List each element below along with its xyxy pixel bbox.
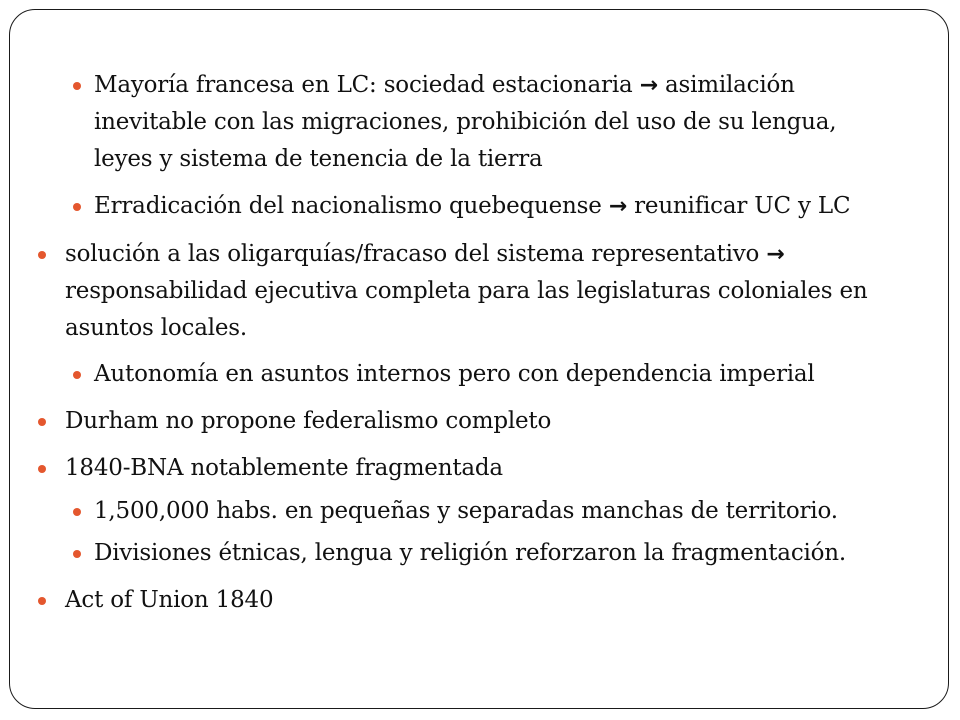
line: Autonomía en asuntos internos pero con dependencia imperial	[94, 361, 815, 387]
bullet-dot	[38, 465, 46, 473]
line: 1,500,000 habs. en pequeñas y separadas manchas de territorio.	[94, 498, 838, 524]
line	[94, 188, 850, 225]
bullet-dot	[73, 82, 81, 90]
line	[65, 236, 867, 273]
bullet-dot	[73, 550, 81, 558]
line: inevitable con las migraciones, prohibición del uso de su lengua,	[94, 109, 837, 135]
bullet-item	[94, 356, 815, 393]
bullet-item	[65, 236, 867, 347]
bullet-item	[94, 67, 836, 178]
line: leyes y sistema de tenencia de la tierra	[94, 146, 543, 172]
arrow-right-icon: →	[608, 194, 627, 219]
bullet-dot	[38, 251, 46, 259]
line: Act of Union 1840	[65, 587, 274, 613]
bullet-item	[65, 403, 551, 440]
bullet-item	[94, 493, 838, 530]
text-fragment: Erradicación del nacionalismo quebequense	[94, 193, 609, 219]
bullet-item	[65, 582, 273, 619]
bullet-item	[65, 450, 503, 487]
bullet-dot	[73, 203, 81, 211]
text-fragment: reunificar UC y LC	[627, 193, 851, 219]
line: responsabilidad ejecutiva completa para las legislaturas coloniales en	[65, 278, 868, 304]
text-fragment: Mayoría francesa en LC: sociedad estacionaria	[94, 72, 640, 98]
line: Durham no propone federalismo completo	[65, 408, 552, 434]
arrow-right-icon: →	[639, 73, 658, 98]
text-fragment: asimilación	[657, 72, 795, 98]
arrow-right-icon: →	[766, 242, 785, 267]
line	[94, 67, 836, 104]
bullet-item	[94, 188, 850, 225]
bullet-dot	[73, 508, 81, 516]
line: asuntos locales.	[65, 315, 248, 341]
bullet-item	[94, 535, 846, 572]
line: 1840-BNA notablemente fragmentada	[65, 455, 503, 481]
text-fragment: solución a las oligarquías/fracaso del sistema representativo	[65, 241, 767, 267]
bullet-dot	[38, 597, 46, 605]
bullet-dot	[38, 418, 46, 426]
line: Divisiones étnicas, lengua y religión reforzaron la fragmentación.	[94, 540, 847, 566]
bullet-dot	[73, 371, 81, 379]
